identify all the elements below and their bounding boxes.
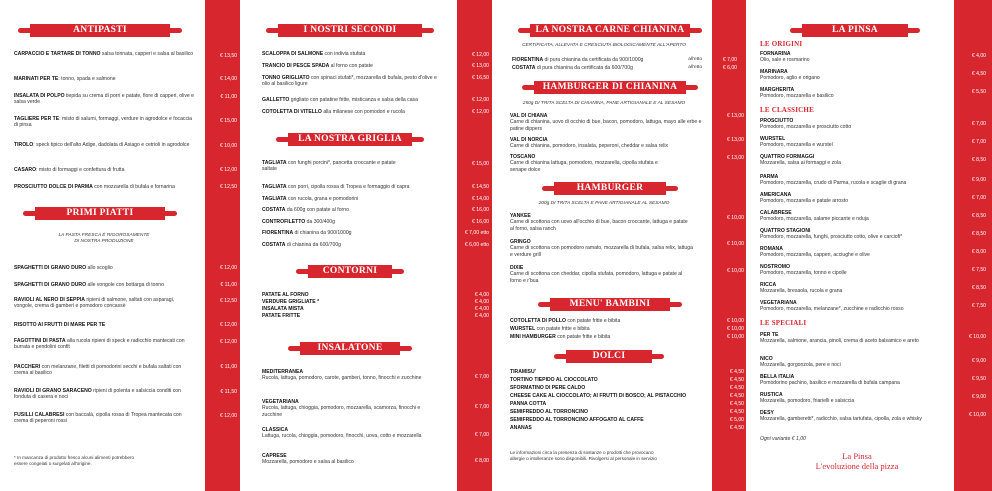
menu-item: CALABRESE Pomodoro, mozzarella, salame piccante e nduja	[760, 210, 869, 223]
price: € 4,00	[971, 53, 986, 59]
price: € 11,00	[220, 94, 237, 100]
menu-item: FUSILLI CALABRESI con baccalà, cipolla rossa di Tropea mantecata con crema di peperoni rossi	[14, 412, 182, 425]
signature-line-1: La Pinsa	[842, 451, 872, 461]
price: € 8,50	[971, 157, 986, 163]
insalatone-heading: INSALATONE	[300, 342, 400, 355]
hamburger-chianina-heading: HAMBURGER DI CHIANINA	[534, 81, 686, 94]
price: € 7,50	[971, 267, 986, 273]
panel-pinsa	[752, 0, 992, 491]
menu-item: TRANCIO DI PESCE SPADA al forno con patate	[262, 63, 373, 69]
price: € 9,00	[971, 358, 986, 364]
price: € 4,50	[971, 71, 986, 77]
menu-item: CARPACCIO E TARTARE DI TONNO salsa tonnata, capperi e salsa al basilico	[14, 51, 194, 57]
menu-item: TAGLIATA con funghi porcini*, pancetta croccante e patate saltate	[262, 160, 396, 173]
chianina-heading: LA NOSTRA CARNE CHIANINA	[530, 24, 690, 37]
contorni-heading: CONTORNI	[308, 265, 392, 278]
variant-note: Ogni variante € 1,00	[760, 436, 806, 442]
price: € 6,00	[722, 65, 737, 71]
price: € 14,00	[220, 76, 237, 82]
menu-item: CONTROFILETTO da 300/400g	[262, 219, 335, 225]
menu-item: TAGLIATA con rucola, grana e pomodorini	[262, 196, 359, 202]
menu-item: SEMIFREDDO AL TORRONCINO	[510, 409, 589, 415]
menu-item: FAGOTTINI DI PASTA alla rucola ripieni di speck e radicchio mantecati con burrata e pendolini confit	[14, 338, 185, 351]
menu-item: WURSTEL con patate fritte e bibita	[510, 326, 590, 332]
menu-item: GRINGO Carne di scottona con pomodoro ramato, mozzarella di bufala, salsa relix, lattuga e verdure grill	[510, 239, 693, 258]
menu-item: TAGLIERE PER TE: misto di salumi, formaggi, verdure in agrodolce e focaccia di pinsa	[14, 116, 192, 129]
price: € 13,00	[472, 63, 489, 69]
price: € 7,00 etto	[464, 230, 489, 236]
per-etto-label: all'etto	[688, 65, 702, 70]
menu-item: PROSCIUTTO DOLCE DI PARMA con mozzarella di bufala e fornarina	[14, 184, 175, 190]
menu-item: RUSTICA Mozzarella, pomodoro, friarielli e salsiccia	[760, 392, 855, 405]
menu-item: WURSTEL Pomodoro, mozzarella e wurstel	[760, 136, 833, 149]
price: € 7,00	[474, 432, 489, 438]
origini-heading: LE ORIGINI	[760, 40, 803, 48]
menu-item: MEDITERRANEA Rucola, lattuga, pomodoro, carote, gamberi, tonno, finocchi e zucchine	[262, 369, 422, 382]
price: € 12,50	[220, 184, 237, 190]
price: € 4,50	[729, 393, 744, 399]
menu-item: FIORENTINA di chianina da 900/1000g	[262, 230, 352, 236]
menu-item: TONNO GRIGLIATO con spinaci stufati*, mozzarella di bufala, pesto d'olive e olio al basilico ligure	[262, 75, 437, 88]
menu-item: SPAGHETTI DI GRANO DURO allo scoglio	[14, 265, 113, 271]
price: € 7,00	[971, 139, 986, 145]
allergy-footnote: Le informazioni circa la presenza di sostanze o prodotti che provocano allergie o intolleranze sono disponibili. Rivolgersi al personale in servizio	[510, 450, 657, 461]
price: € 7,00	[971, 195, 986, 201]
signature-line-2: L'evoluzione della pizza	[815, 461, 899, 471]
price: € 10,00	[727, 215, 744, 221]
menu-item: PARMA Pomodoro, mozzarella, crudo di Parma, rucola e scaglie di grana	[760, 174, 907, 187]
menu-item: PATATE AL FORNO	[262, 292, 309, 298]
menu-item: COSTATA da 600g con patate al forno	[262, 207, 349, 213]
price: € 10,00	[727, 318, 744, 324]
price: € 4,00	[474, 299, 489, 305]
price: € 10,00	[969, 412, 986, 418]
menu-item: VEGETARIANA Pomodoro, mozzarella, melanzane*, zucchine e radicchio rosso	[760, 300, 904, 313]
menu-item: QUATTRO FORMAGGI Mozzarella, salsa ai formaggi e zola	[760, 154, 841, 167]
hamburger-heading: HAMBURGER	[554, 182, 666, 195]
primi-heading: PRIMI PIATTI	[35, 207, 165, 220]
menu-item: PACCHERI con melanzane, filetti di pomodorini secchi e bufala saltati con crema al basilico	[14, 364, 182, 377]
price: € 4,00	[474, 313, 489, 319]
menu-item: COSTATA di pura chianina da certificata da 600/700g	[512, 65, 633, 71]
chianina-note: CERTIFICATA, ALLEVATA E CRESCIUTA BIOLOGICAMENTE ALL'APERTO	[522, 43, 686, 48]
price: € 5,00	[729, 417, 744, 423]
menu-item: MARGHERITA Pomodoro, mozzarella e basilico	[760, 87, 834, 100]
pinsa-heading: LA PINSA	[802, 24, 908, 37]
price: € 8,50	[971, 213, 986, 219]
menu-item: RICCA Mozzarella, bresaola, rucola e grana	[760, 282, 843, 295]
menu-item: COTOLETTA DI VITELLO alla milanese con pomodori e rucola	[262, 109, 405, 115]
price: € 9,50	[971, 376, 986, 382]
price: € 7,00	[474, 404, 489, 410]
menu-item: PER TE Mozzarella, salmone, arancia, pinoli, crema di aceto balsamico e areto	[760, 332, 919, 345]
price: € 14,50	[472, 184, 489, 190]
menu-item: VEGETARIANA Rucola, lattuga, chioggia, pomodoro, mozzarella, scamorza, finocchi e zucchine	[262, 399, 421, 418]
menu-item: VAL DI CHIANA Carne di chianina, uovo di occhio di bue, bacon, pomodoro, lattuga, mayo alle erbe e patine dippers	[510, 113, 702, 132]
price: € 10,00	[220, 143, 237, 149]
menu-item: YANKEE Carne di scottona con uovo all'occhio di bue, bacon croccante, lattuga e patate al forno, salsa ranch	[510, 213, 688, 232]
menu-item: SEMIFREDDO AL TORRONCINO AFFOGATO AL CAFFE	[510, 417, 644, 423]
price: € 9,00	[971, 394, 986, 400]
price: € 10,00	[727, 241, 744, 247]
price: € 7,00	[971, 121, 986, 127]
menu-item: TOSCANO Carne di chianina lattuga, pomodoro, mozzarella, cipolla stufata e senape dolce	[510, 154, 658, 173]
menu-item: NOSTROMO Pomodoro, mozzarella, tonno e cipolle	[760, 264, 847, 277]
menu-item: RAVIOLI DI GRANO SARACENO ripieni di polenta e salsiccia conditi con fonduta di casera e noci	[14, 388, 181, 401]
menu-item: DESY Mozzarella, gamberetti*, radicchio, salsa tartufata, cipolla, zola e whisky	[760, 410, 922, 423]
menu-item: COSTATA di chianina da 600/700g	[262, 242, 341, 248]
menu-item: PROSCIUTTO Pomodoro, mozzarella e prosciutto cotto	[760, 118, 852, 131]
antipasti-heading: ANTIPASTI	[30, 24, 170, 37]
price: € 4,00	[474, 306, 489, 312]
menu-item: CLASSICA Lattuga, rucola, chioggia, pomodoro, finocchi, uova, cotto e mozzarella	[262, 427, 422, 440]
price: € 4,00	[474, 292, 489, 298]
menu-item: INSALATA DI POLPO tiepida su crema di porri e patate, fiore di capperi, olive e salsa verde	[14, 93, 194, 106]
price: € 4,50	[729, 369, 744, 375]
price: € 7,50	[971, 303, 986, 309]
price: € 12,00	[472, 52, 489, 58]
menu-item: RAVIOLI AL NERO DI SEPPIA ripieni di salmone, saltati con asparagi, vongole, crema di gamberi e pomodoro concassè	[14, 297, 175, 310]
price: € 12,00	[220, 265, 237, 271]
price: € 16,00	[472, 219, 489, 225]
price: € 10,00	[727, 326, 744, 332]
menu-item: TORTINO TIEPIDO AL CIOCCOLATO	[510, 377, 598, 383]
menu-item: TAGLIATA con porri, cipolla rossa di Tropea e formaggio di capra	[262, 184, 410, 190]
menu-item: DIXIE Carne di scottona con cheddar, cipolla stufata, pomodoro, lattuga e patate al forno e r'bua	[510, 265, 683, 284]
menu-item: GALLETTO grigliato con patatine fritte, misticanza e salsa della casa	[262, 97, 418, 103]
price: € 12,00	[220, 167, 237, 173]
menu-item: NICO Mozzarella, gorgonzola, pere e noci	[760, 356, 841, 369]
menu-item: PATATE FRITTE	[262, 313, 301, 319]
price: € 12,00	[220, 339, 237, 345]
price: € 16,50	[472, 75, 489, 81]
bambini-heading: MENU' BAMBINI	[550, 298, 670, 311]
price: € 15,00	[220, 118, 237, 124]
per-etto-label: all'etto	[688, 57, 702, 62]
price: € 15,00	[472, 161, 489, 167]
menu-item: INSALATA MISTA	[262, 306, 304, 312]
menu-item: VAL DI NORCIA Carne di chianina, pomodoro, insalata, peperoni, cheddar e salsa relix	[510, 137, 669, 150]
menu-item: AMERICANA Pomodoro, mozzarella e patate arrosto	[760, 192, 849, 205]
menu-item: VERDURE GRIGLIATE *	[262, 299, 320, 305]
menu-item: SFORMATINO DI PERE CALDO	[510, 385, 586, 391]
primi-note: LA PASTA FRESCA È RIGOROSAMENTE DI NOSTRA PRODUZIONE	[58, 233, 150, 244]
price: € 5,50	[971, 89, 986, 95]
price: € 9,00	[971, 177, 986, 183]
price: € 11,50	[220, 389, 237, 395]
primi-footnote: * In mancanza di prodotto fresco alcuni alimenti potrebbero essere congelati o surgelati all'origine.	[14, 455, 135, 466]
menu-item: ANANAS	[510, 425, 532, 431]
classiche-heading: LE CLASSICHE	[760, 106, 814, 114]
price: € 16,00	[472, 207, 489, 213]
menu-item: TIROLO: speck tipico dell'alto Adige, dadolata di Asiago e cetrioli in agrodolce	[14, 142, 190, 148]
menu-item: COTOLETTA DI POLLO con patate fritte e bibita	[510, 318, 621, 324]
price: € 10,00	[969, 334, 986, 340]
price: € 11,00	[220, 282, 237, 288]
price: € 11,00	[220, 364, 237, 370]
price: € 12,00	[220, 413, 237, 419]
menu-item: BELLA ITALIA Pomodorino pachino, basilico e mozzarella di bufala campana	[760, 374, 900, 387]
price: € 12,00	[220, 322, 237, 328]
panel-chianina-hamburger	[498, 0, 746, 491]
menu-item: RISOTTO AI FRUTTI DI MARE PER TE	[14, 322, 106, 328]
price: € 13,50	[220, 53, 237, 59]
price: € 4,50	[729, 425, 744, 431]
price: € 8,00	[474, 458, 489, 464]
menu-item: ROMANA Pomodoro, mozzarella, capperi, acciughe e olive	[760, 246, 870, 259]
price: € 12,00	[472, 97, 489, 103]
price: € 14,00	[472, 196, 489, 202]
menu-item: FIORENTINA di pura chianina da certificata da 900/1000g	[512, 57, 644, 63]
price: € 8,00	[971, 249, 986, 255]
menu-item: SCALOPPA DI SALMONE con indivia stufata	[262, 51, 366, 57]
menu-item: SPAGHETTI DI GRANO DURO alle vongole con bottarga di tonno	[14, 282, 164, 288]
price: € 4,50	[729, 401, 744, 407]
price: € 4,50	[729, 377, 744, 383]
menu-item: PANNA COTTA	[510, 401, 547, 407]
price: € 7,00	[474, 374, 489, 380]
price: € 6,00 etto	[464, 242, 489, 248]
panel-secondi-griglia	[248, 0, 492, 491]
price: € 10,00	[727, 334, 744, 340]
menu-item: MARINARA Pomodoro, aglio e origano	[760, 69, 820, 82]
price: € 10,00	[727, 268, 744, 274]
price: € 13,00	[727, 137, 744, 143]
griglia-heading: LA NOSTRA GRIGLIA	[288, 133, 412, 146]
price: € 8,50	[971, 285, 986, 291]
dolci-heading: DOLCI	[566, 350, 652, 363]
menu-item: CASARO: misto di formaggi e confettura di frutta	[14, 167, 125, 173]
menu-item: MARINATI PER TE: tonno, spada e salmone	[14, 76, 116, 82]
menu-item: TIRAMISU'	[510, 369, 536, 375]
price: € 12,00	[472, 109, 489, 115]
price: € 8,50	[971, 231, 986, 237]
menu-item: FORNARINA Olio, sale e rosmarino	[760, 51, 810, 64]
price: € 13,00	[727, 113, 744, 119]
price: € 13,00	[727, 155, 744, 161]
speciali-heading: LE SPECIALI	[760, 319, 807, 327]
secondi-heading: I NOSTRI SECONDI	[278, 24, 422, 37]
panel-antipasti-primi	[0, 0, 240, 491]
hamburger-note: 200g DI TRITA SCELTA E PANE ARTIGIANALE AL SESAMO	[538, 201, 670, 206]
hamburger-chianina-note: 250g DI TRITA SCELTA DI CHIANINA, PANE ARTIGIANALE E AL SESAMO	[522, 101, 686, 106]
price: € 4,50	[729, 409, 744, 415]
menu-item: CAPRESE Mozzarella, pomodoro e salsa al basilico	[262, 453, 354, 466]
price: € 4,50	[729, 385, 744, 391]
menu-item: MINI HAMBURGER con patate fritte e bibita	[510, 334, 611, 340]
menu-item: CHEESE CAKE AL CIOCCOLATO; AI FRUTTI DI BOSCO; AL PISTACCHIO	[510, 393, 687, 399]
price: € 7,00	[722, 57, 737, 63]
price: € 12,50	[220, 298, 237, 304]
menu-item: QUATTRO STAGIONI Pomodoro, mozzarella, funghi, prosciutto cotto, olive e carciofi*	[760, 228, 903, 241]
